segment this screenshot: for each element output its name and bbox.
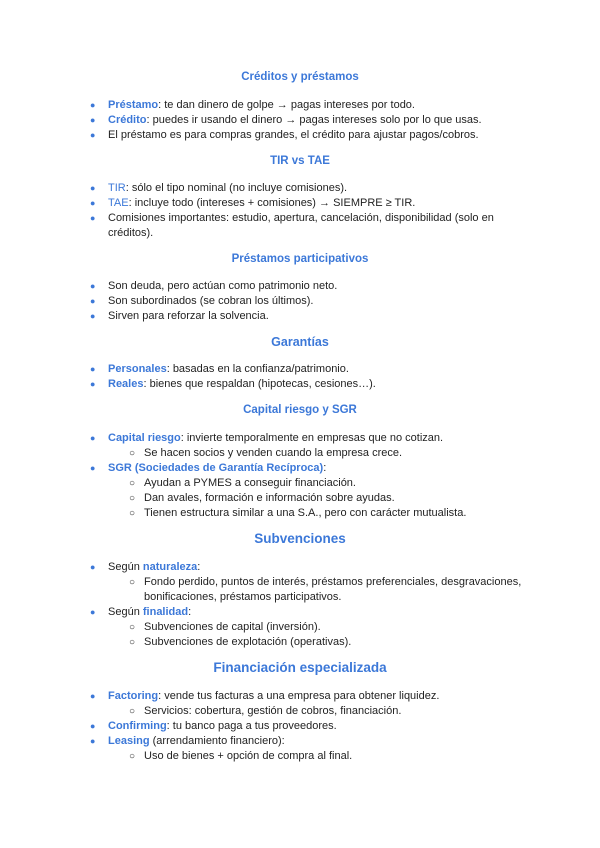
list-subvenciones: [0, 560, 600, 650]
term: Confirming: [108, 720, 167, 732]
list-subitem: ○ Fondo perdido, puntos de interés, préstamos preferenciales, desgravaciones, bonificaciones, préstamos participativos.: [129, 576, 522, 603]
term: Crédito: [108, 114, 147, 126]
list-creditos: [0, 98, 600, 143]
bullet-icon: ●: [90, 198, 96, 208]
list-capital-riesgo: [0, 431, 600, 521]
list-garantias: [0, 362, 600, 392]
bullet-icon: ●: [90, 721, 96, 731]
section-title-subvenciones: Subvenciones: [254, 531, 346, 546]
list-subitem: ○ Subvenciones de capital (inversión).: [129, 621, 321, 633]
list-item: ● Préstamo: te dan dinero de golpe → pagas intereses por todo.: [90, 99, 415, 111]
bullet-icon: ●: [90, 281, 96, 291]
list-item: ● Factoring: vende tus facturas a una empresa para obtener liquidez.: [90, 690, 440, 702]
bullet-icon: ●: [90, 183, 96, 193]
section-title-participativos: Préstamos participativos: [231, 253, 369, 265]
bullet-icon: ●: [90, 463, 96, 473]
list-item: ● Comisiones importantes: estudio, apertura, cancelación, disponibilidad (solo en créditos).: [90, 212, 494, 239]
section-title-capital-riesgo: Capital riesgo y SGR: [243, 404, 357, 416]
circle-bullet-icon: ○: [129, 478, 136, 489]
bullet-icon: ●: [90, 607, 96, 617]
circle-bullet-icon: ○: [129, 448, 136, 459]
section-title-creditos: Créditos y préstamos: [241, 71, 359, 83]
term: Factoring: [108, 690, 159, 702]
term: Capital riesgo: [108, 432, 181, 444]
list-subitem: ○ Se hacen socios y venden cuando la empresa crece.: [129, 447, 403, 459]
bullet-icon: ●: [90, 433, 96, 443]
list-item: ● Capital riesgo: invierte temporalmente en empresas que no cotizan.: [90, 432, 444, 444]
term: TIR: [108, 182, 126, 194]
bullet-icon: ●: [90, 691, 96, 701]
bullet-icon: ●: [90, 115, 96, 125]
bullet-icon: ●: [90, 364, 96, 374]
term: Leasing: [108, 735, 150, 747]
bullet-icon: ●: [90, 311, 96, 321]
list-item: ● Confirming: tu banco paga a tus proveedores.: [90, 720, 337, 732]
list-subitem: ○ Dan avales, formación e información sobre ayudas.: [129, 492, 395, 504]
bullet-icon: ●: [90, 296, 96, 306]
list-item: ● Según finalidad:: [90, 606, 192, 618]
list-participativos: [0, 279, 600, 324]
section-title-financiacion: Financiación especializada: [213, 660, 387, 675]
list-item: ● Personales: basadas en la confianza/patrimonio.: [90, 363, 349, 375]
list-subitem: ○ Tienen estructura similar a una S.A., pero con carácter mutualista.: [129, 507, 467, 519]
list-item: ● Leasing (arrendamiento financiero):: [90, 735, 285, 747]
bullet-icon: ●: [90, 736, 96, 746]
list-subitem: ○ Subvenciones de explotación (operativas).: [129, 636, 352, 648]
circle-bullet-icon: ○: [129, 622, 136, 633]
list-item: ● Crédito: puedes ir usando el dinero → pagas intereses solo por lo que usas.: [90, 114, 482, 126]
list-item: ● El préstamo es para compras grandes, el crédito para ajustar pagos/cobros.: [90, 129, 479, 141]
term: TAE: [108, 197, 129, 209]
list-item: ● Son deuda, pero actúan como patrimonio neto.: [90, 280, 338, 292]
list-subitem: ○ Uso de bienes + opción de compra al final.: [129, 750, 353, 762]
list-item: ● Sirven para reforzar la solvencia.: [90, 310, 269, 322]
term: Reales: [108, 378, 144, 390]
circle-bullet-icon: ○: [129, 751, 136, 762]
circle-bullet-icon: ○: [129, 508, 136, 519]
list-subitem: ○ Servicios: cobertura, gestión de cobros, financiación.: [129, 705, 402, 717]
circle-bullet-icon: ○: [129, 493, 136, 504]
section-title-garantias: Garantías: [271, 335, 329, 349]
bullet-icon: ●: [90, 562, 96, 572]
list-financiacion: [0, 689, 600, 764]
bullet-icon: ●: [90, 379, 96, 389]
circle-bullet-icon: ○: [129, 637, 136, 648]
list-item: ● TIR: sólo el tipo nominal (no incluye comisiones).: [90, 182, 348, 194]
list-tir-tae: [0, 181, 600, 241]
bullet-icon: ●: [90, 100, 96, 110]
list-item: ● TAE: incluye todo (intereses + comisiones) → SIEMPRE ≥ TIR.: [90, 197, 416, 209]
term: Personales: [108, 363, 167, 375]
term: naturaleza: [142, 561, 198, 573]
list-item: ● SGR (Sociedades de Garantía Recíproca):: [90, 462, 327, 474]
term: SGR (Sociedades de Garantía Recíproca): [108, 462, 324, 474]
term: Préstamo: [108, 99, 159, 111]
circle-bullet-icon: ○: [129, 706, 136, 717]
list-item: ● Según naturaleza:: [90, 561, 201, 573]
list-subitem: ○ Ayudan a PYMES a conseguir financiación.: [129, 477, 356, 489]
circle-bullet-icon: ○: [129, 577, 136, 588]
term: finalidad: [142, 606, 189, 618]
list-item: ● Reales: bienes que respaldan (hipotecas, cesiones…).: [90, 378, 376, 390]
bullet-icon: ●: [90, 130, 96, 140]
list-item: ● Son subordinados (se cobran los últimos).: [90, 295, 314, 307]
bullet-icon: ●: [90, 213, 96, 223]
section-title-tir-tae: TIR vs TAE: [270, 155, 330, 167]
